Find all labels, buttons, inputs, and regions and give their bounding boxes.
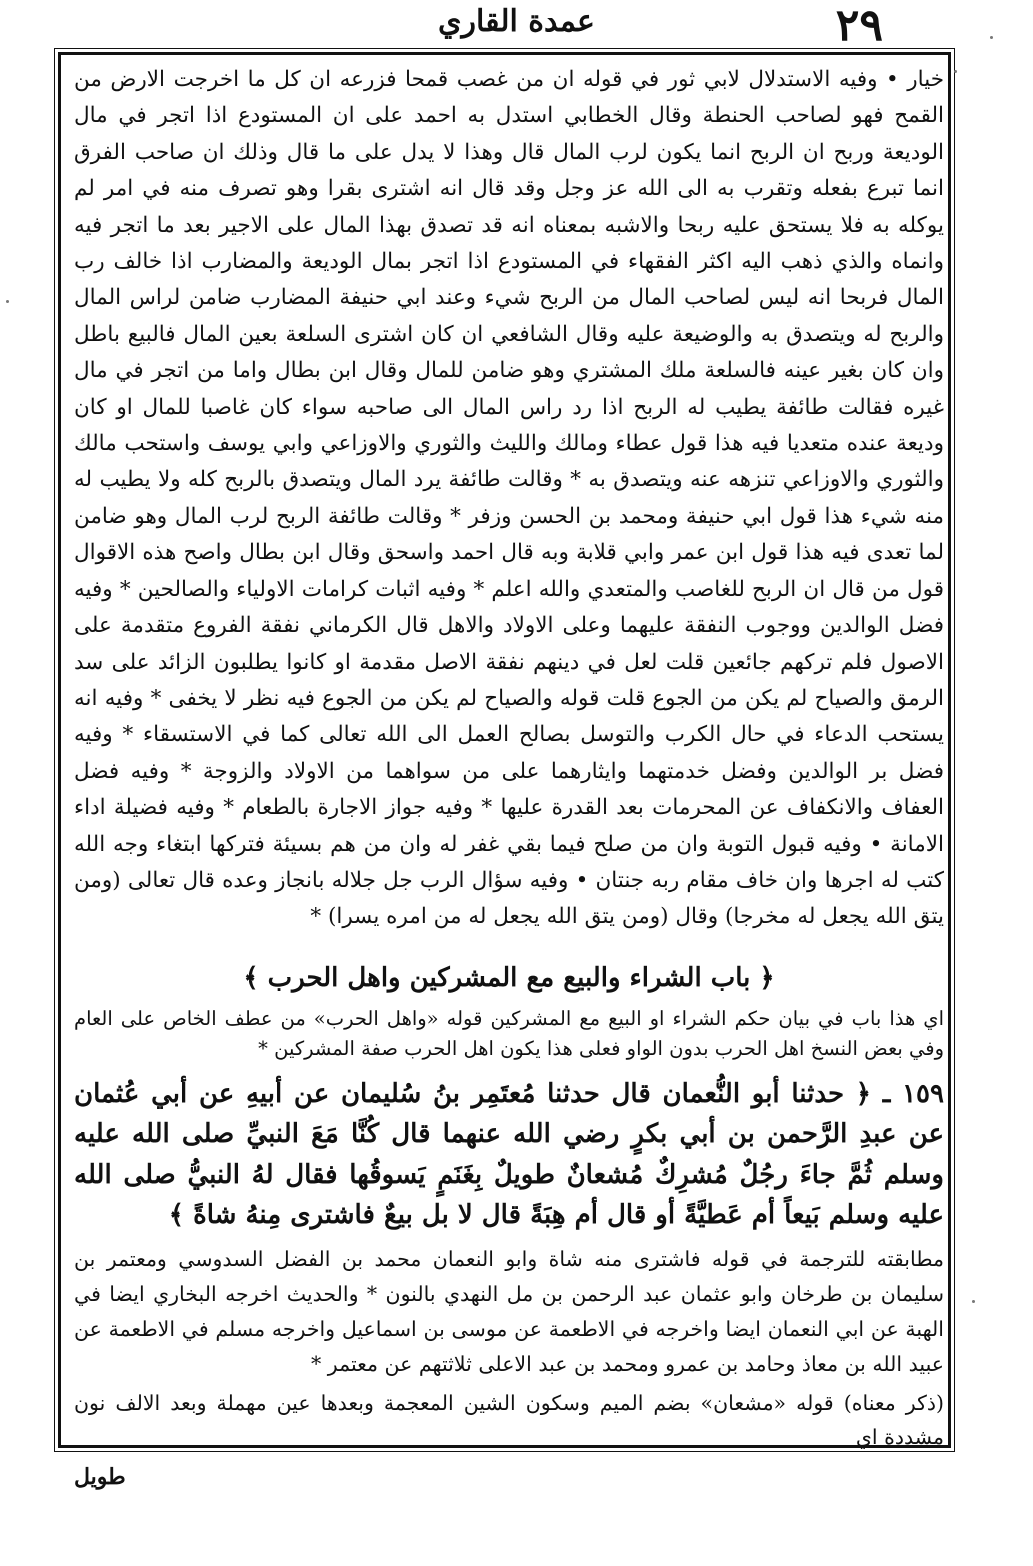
scan-speck <box>6 300 9 303</box>
main-text-block <box>74 62 944 1454</box>
scan-speck <box>954 70 957 73</box>
catchword: طويل <box>74 1464 126 1490</box>
chapter-intro: اي هذا باب في بيان حكم الشراء او البيع مع المشركين قوله «واهل الحرب» من عطف الخاص على العام وفي بعض النسخ اهل الحرب بدون الواو فعلى هذا يكون اهل الحرب صفة المشركين * <box>74 1006 944 1060</box>
hadith-text: ١٥٩ ـ ﴿ حدثنا أبو النُّعمان قال حدثنا مُعتَمِر بنُ سُليمان عن أبيهِ عن أبي عُثمان عن عبدِ الرَّحمن بن أبي بكرٍ رضي الله عنهما قال كُنَّا مَعَ النبيِّ صلى الله عليه وسلم ثُمَّ جاءَ رجُلٌ مُشرِكٌ مُشعانٌ طويلٌ بِغَنَمٍ يَسوقُها فقال لهُ النبيُّ صلى الله عليه وسلم بَيعاً أم عَطيَّةً أو قال أم هِبَةً قال لا بل بيعٌ فاشترى مِنهُ شاةً ﴾ <box>74 1078 944 1231</box>
page-number: ٢٩ <box>835 0 883 51</box>
scan-speck <box>990 36 993 39</box>
chapter-heading: ﴿ باب الشراء والبيع مع المشركين واهل الحرب ﴾ <box>243 962 775 993</box>
scan-speck <box>972 1300 975 1303</box>
meaning-note-line: (ذكر معناه) قوله «مشعان» بضم الميم وسكون الشين المعجمة وبعدها عين مهملة وبعد الالف نون مشددة اي <box>74 1390 944 1449</box>
hadith-commentary: مطابقته للترجمة في قوله فاشترى منه شاة وابو النعمان محمد بن الفضل السدوسي ومعتمر بن سليمان بن طرخان وابو عثمان عبد الرحمن بن مل النهدي بالنون * والحديث اخرجه البخاري ايضا في الهبة عن ابي النعمان ايضا واخرجه في الاطعمة عن موسى بن اسماعيل واخرجه مسلم في الاطعمة عن عبيد الله بن معاذ وحامد بن عمرو ومحمد بن عبد الاعلى ثلاثتهم عن معتمر * <box>74 1246 944 1376</box>
commentary-paragraph-top: خيار • وفيه الاستدلال لابي ثور في قوله ان من غصب قمحا فزرعه ان كل ما اخرجت الارض من القمح فهو لصاحب الحنطة وقال الخطابي استدل به احمد على ان المستودع اذا اتجر في مال الوديعة وربح ان الربح انما يكون لرب المال قال وهذا لا يدل على ما قال وذلك ان صاحب الفرق انما تبرع بفعله وتقرب به الى الله عز وجل وقد قال انه اشترى بقرا وهو تصرف منه في امر لم يوكله به فلا يستحق عليه ربحا والاشبه بمعناه انه قد تصدق بهذا المال على الاجير بعد ما اتجر فيه وانماه والذي ذهب اليه اكثر الفقهاء في المستودع اذا اتجر بمال الوديعة والمضارب اذا خالف رب المال فربحا انه ليس لصاحب المال من الربح شيء وعند ابي حنيفة المضارب ضامن لراس المال والربح له ويتصدق به والوضيعة عليه وقال الشافعي ان كان اشترى السلعة بعين المال فالبيع باطل وان كان بغير عينه فالسلعة ملك المشتري وهو ضامن للمال وقال ابن بطال واما من اتجر في مال غيره فقالت طائفة يطيب له الربح اذا رد راس المال الى صاحبه سواء كان غاصبا للمال او كان وديعة عنده متعديا فيه هذا قول عطاء ومالك والليث والثوري والاوزاعي وابي يوسف واستحب مالك والثوري والاوزاعي تنزهه عنه ويتصدق به * وقالت طائفة يرد المال ويتصدق بالربح كله ولا يطيب له منه شيء هذا قول ابي حنيفة ومحمد بن الحسن وزفر * وقالت طائفة الربح لرب المال وهو ضامن لما تعدى فيه هذا قول ابن عمر وابي قلابة وبه قال احمد واسحق وقال ابن بطال واصح هذه الاقوال قول من قال ان الربح للغاصب والمتعدي والله اعلم * وفيه اثبات كرامات الاولياء والصالحين * وفيه فضل الوالدين ووجوب النفقة عليهما وعلى الاولاد والاهل قال الكرماني نفقة الفروع متقدمة على الاصول فلم تركهم جائعين قلت لعل في دينهم نفقة الاصل مقدمة او كانوا يطلبون الزائد على سد الرمق والصياح لم يكن من الجوع قلت قوله والصياح لم يكن من الجوع فيه نظر لا يخفى * وفيه انه يستحب الدعاء في حال الكرب والتوسل بصالح العمل الى الله تعالى كما في الاستسقاء * وفيه فضل بر الوالدين وفضل خدمتهما وايثارهما على من سواهما من الاولاد والزوجة * وفيه فضل العفاف والانكفاف عن المحرمات بعد القدرة عليها * وفيه جواز الاجارة بالطعام * وفيه فضيلة اداء الامانة • وفيه قبول التوبة وان من صلح فيما بقي غفر له وان من هم بسيئة فتركها ابتغاء وجه الله كتب له اجرها وان خاف مقام ربه جنتان • وفيه سؤال الرب جل جلاله بانجاز وعده قال تعالى (ومن يتق الله يجعل له مخرجا) وقال (ومن يتق الله يجعل له من امره يسرا) * <box>74 67 944 930</box>
running-title: عمدة القاري <box>438 4 595 39</box>
